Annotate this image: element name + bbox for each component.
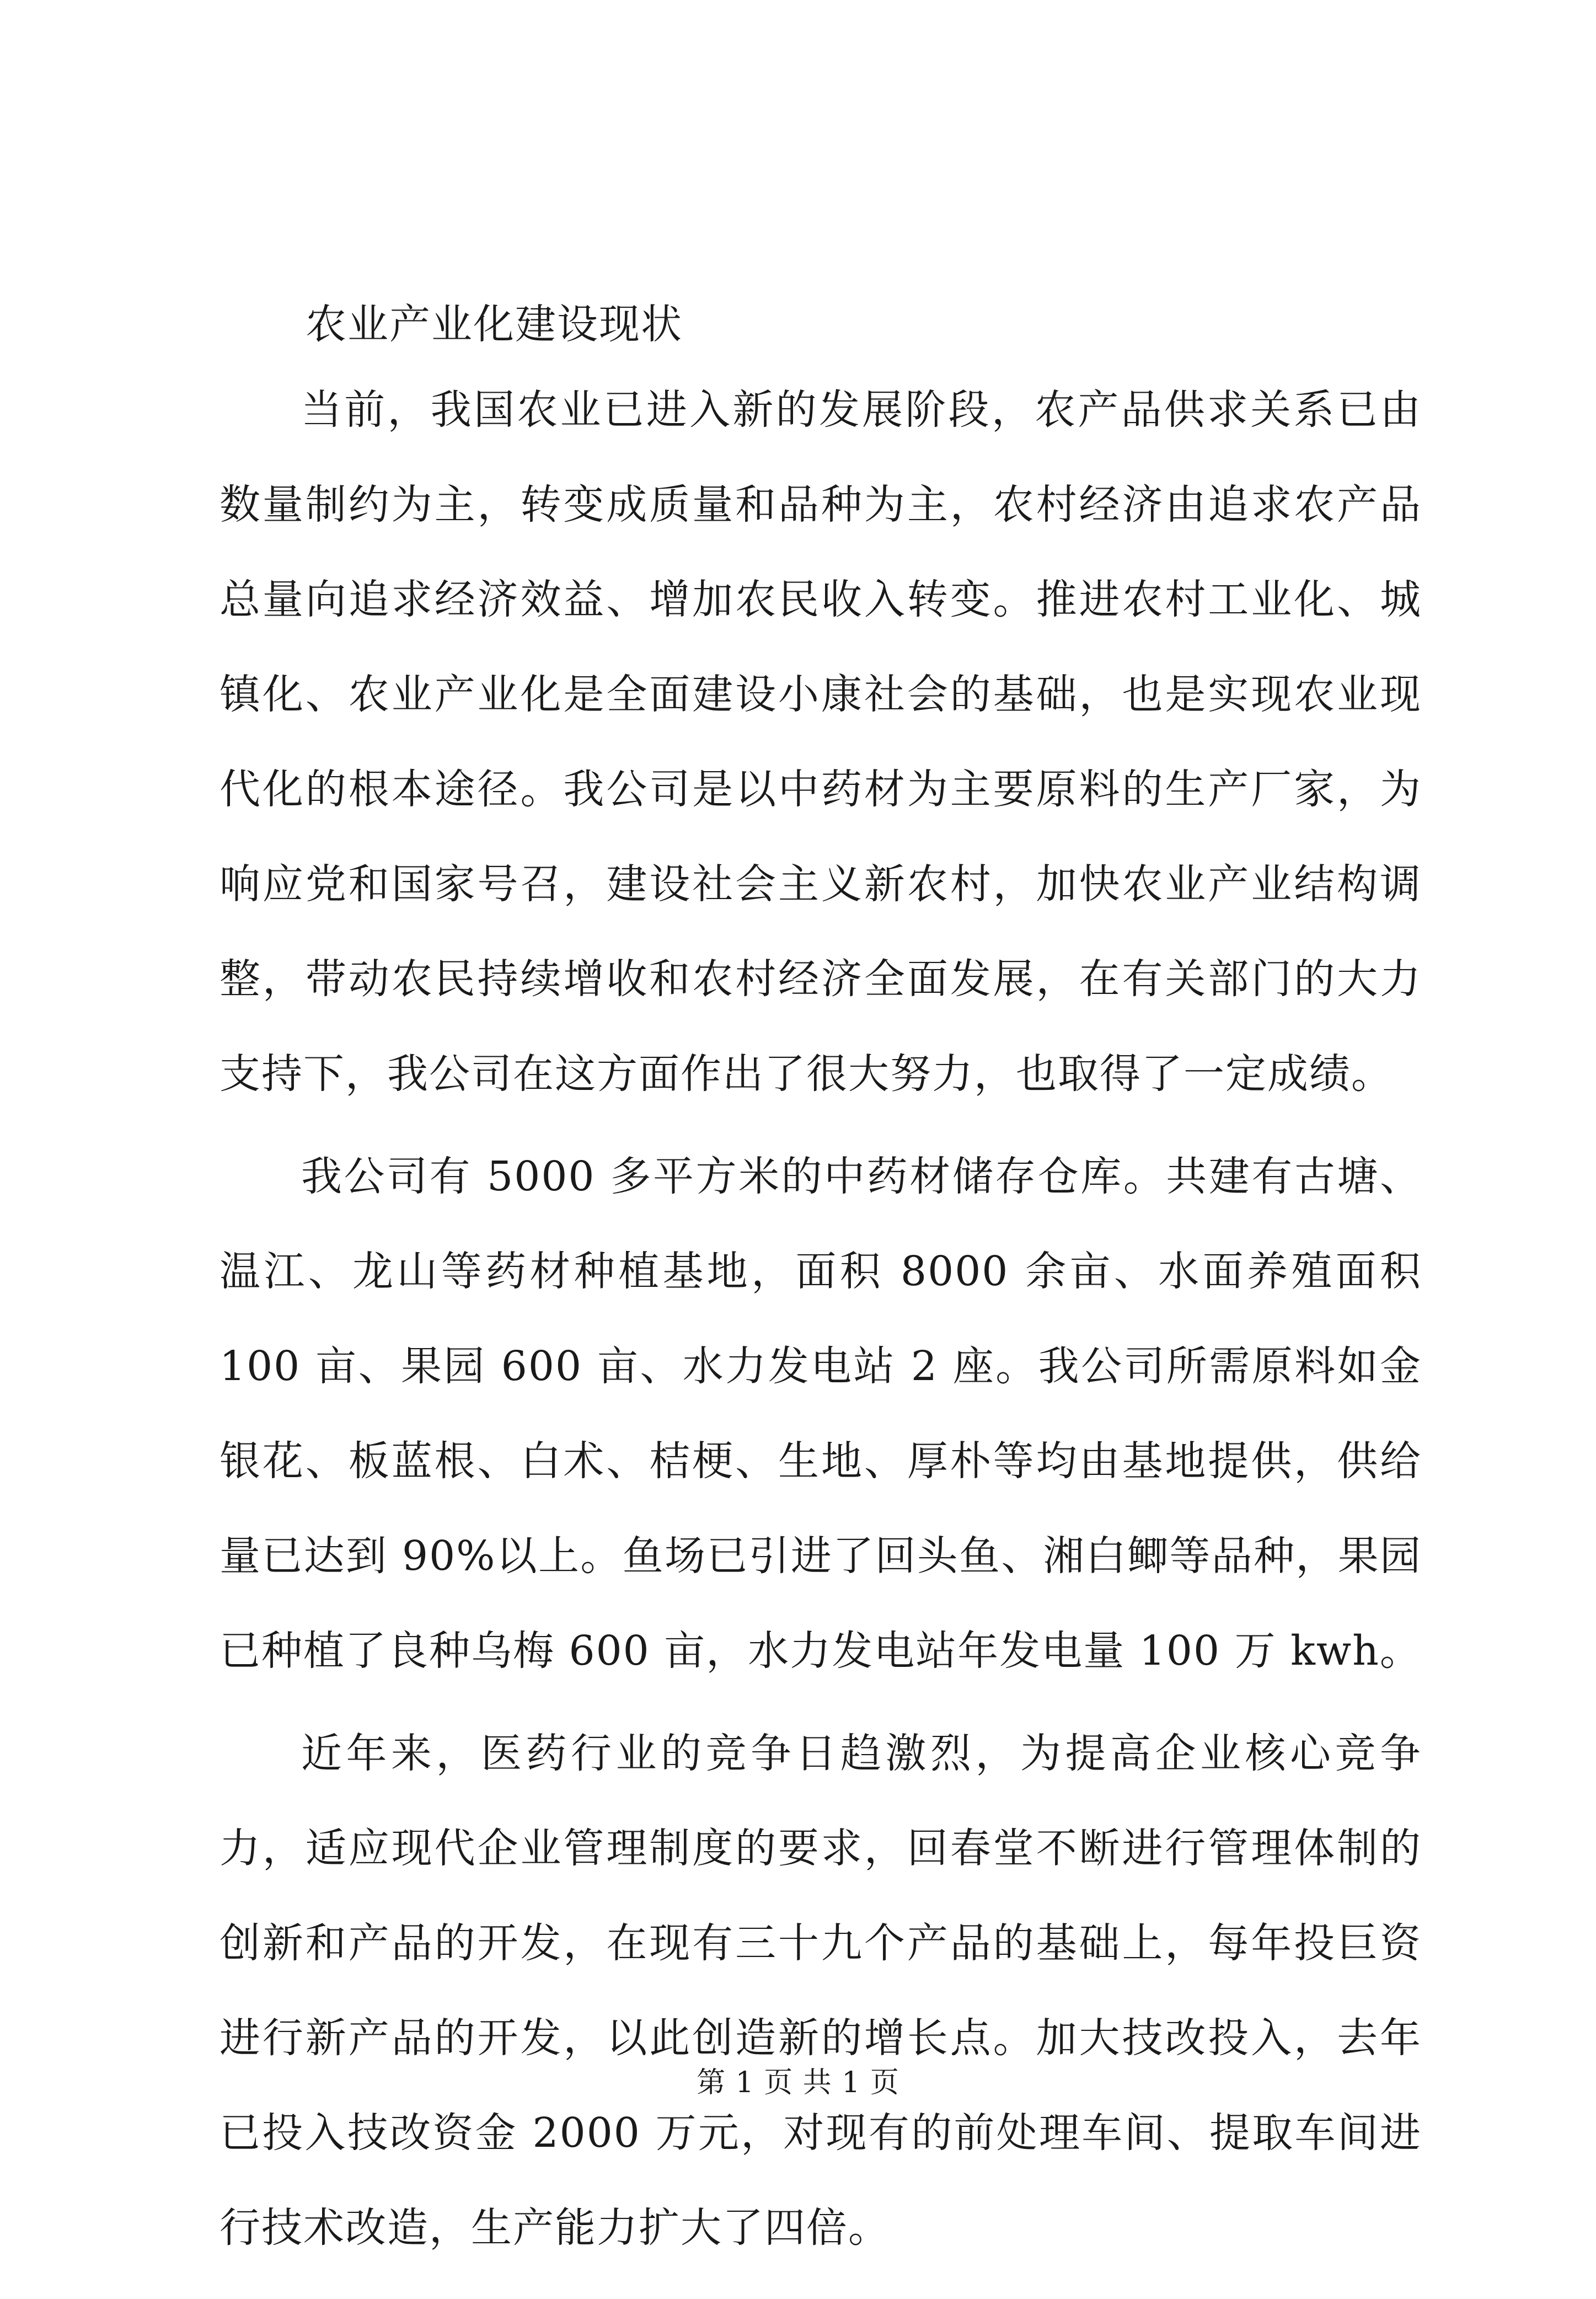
paragraph-3: 近年来，医药行业的竞争日趋激烈，为提高企业核心竞争力，适应现代企业管理制度的要求，回春堂不断进行管理体制的创新和产品的开发，在现有三十九个产品的基础上，每年投巨资进行新产品的开发，以此创造新的增长点。加大技改投入，去年已投入技改资金 2000 万元，对现有的前处理车间、提取车间进行技术改造，生产能力扩大了四倍。 (219, 1730, 1422, 2252)
paragraph-1: 当前，我国农业已进入新的发展阶段，农产品供求关系已由数量制约为主，转变成质量和品种为主，农村经济由追求农产品总量向追求经济效益、增加农民收入转变。推进农村工业化、城镇化、农业产业化是全面建设小康社会的基础，也是实现农业现代化的根本途径。我公司是以中药材为主要原料的生产厂家，为响应党和国家号召，建设社会主义新农村，加快农业产业结构调整，带动农民持续增收和农村经济全面发展，在有关部门的大力支持下，我公司在这方面作出了很大努力，也取得了一定成绩。 (219, 386, 1422, 1098)
document-title: 农业产业化建设现状 (306, 301, 683, 348)
paragraph-2: 我公司有 5000 多平方米的中药材储存仓库。共建有古塘、温江、龙山等药材种植基地，面积 8000 余亩、水面养殖面积 100 亩、果园 600 亩、水力发电站 2 座。我公司所需原料如金银花、板蓝根、白术、桔梗、生地、厚朴等均由基地提供，供给量已达到 90%以上。鱼场已引进了回头鱼、湘白鲫等品种，果园已种植了良种乌梅 600 亩，水力发电站年发电量 100 万 kwh。 (219, 1153, 1422, 1675)
document-body (219, 301, 1422, 2299)
page-number-footer: 第 1 页 共 1 页 (697, 2066, 899, 2099)
